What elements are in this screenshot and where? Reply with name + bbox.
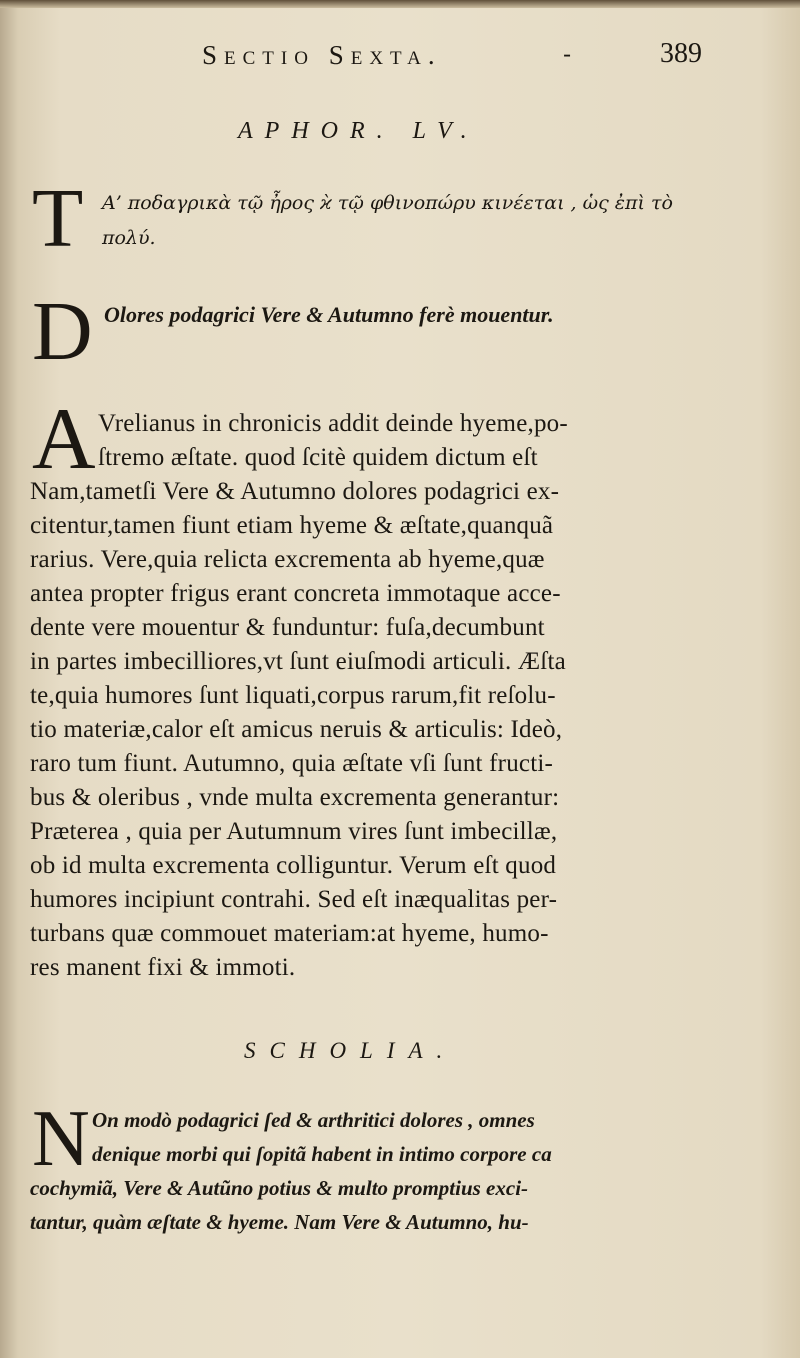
commentary-line: turbans quæ commouet materiam:at hyeme, humo- (30, 920, 549, 947)
commentary-line: dente vere mouentur & funduntur: fuſa,decumbunt (30, 614, 545, 641)
commentary-line: te,quia humores ſunt liquati,corpus rarum,fit reſolu- (30, 682, 556, 709)
scholia-title: SCHOLIA. (244, 1038, 457, 1063)
greek-line: Α’ ποδαγρικὰ τῷ ἦρος ϰ̀ τῷ φθινοπώρυ κινέεται , ὡς ἐπὶ τὸ (102, 192, 673, 214)
commentary-line: antea propter frigus erant concreta immotaque acce- (30, 580, 561, 607)
commentary-line: tio materiæ,calor eſt amicus neruis & articulis: Ideò, (30, 716, 563, 743)
commentary-line: Nam,tametſi Vere & Autumno dolores podagrici ex- (30, 478, 560, 505)
commentary-line: citentur,tamen fiunt etiam hyeme & æſtate,quanquã (30, 512, 554, 539)
latin-aphorism-text: Olores podagrici Vere & Autumno ferè mouentur. (104, 302, 554, 327)
commentary-line: rarius. Vere,quia relicta excrementa ab hyeme,quæ (30, 546, 545, 573)
page-number: 389 (660, 38, 702, 69)
commentary-line: Præterea , quia per Autumnum vires ſunt imbecillæ, (30, 818, 558, 845)
scholia-line: tantur, quàm æſtate & hyeme. Nam Vere & Autumno, hu- (30, 1210, 529, 1234)
latin-drop-initial: D (32, 285, 93, 378)
aphorism-title: APHOR. LV. (238, 118, 479, 144)
commentary-line: raro tum fiunt. Autumno, quia æſtate vſi ſunt fructi- (30, 750, 554, 777)
scholia-line: denique morbi qui ſopitã habent in intimo corpore ca (92, 1142, 552, 1166)
page-top-edge (0, 0, 800, 8)
scholia-drop-initial: N (32, 1095, 90, 1183)
commentary-drop-initial: A (32, 391, 96, 488)
page-header (0, 36, 800, 76)
commentary-line: bus & oleribus , vnde multa excrementa generantur: (30, 784, 560, 811)
commentary-line: ob id multa excrementa colliguntur. Verum eſt quod (30, 852, 557, 879)
commentary-line: ſtremo æſtate. quod ſcitè quidem dictum eſt (98, 444, 538, 471)
greek-line: πολύ. (102, 227, 156, 249)
commentary-line: Vrelianus in chronicis addit deinde hyeme,po- (98, 410, 568, 437)
header-dash: - (563, 40, 572, 68)
greek-drop-initial: T (32, 172, 84, 265)
scholia-line: cochymiã, Vere & Autũno potius & multo promptius exci- (30, 1176, 529, 1200)
running-head: Sectio Sexta. (202, 40, 442, 70)
commentary-line: humores incipiunt contrahi. Sed eſt inæqualitas per- (30, 886, 558, 913)
commentary-line: res manent fixi & immoti. (30, 954, 296, 981)
commentary-line: in partes imbecilliores,vt ſunt eiuſmodi articuli. Æſta (30, 648, 566, 675)
scholia-line: On modò podagrici ſed & arthritici dolores , omnes (92, 1108, 535, 1132)
